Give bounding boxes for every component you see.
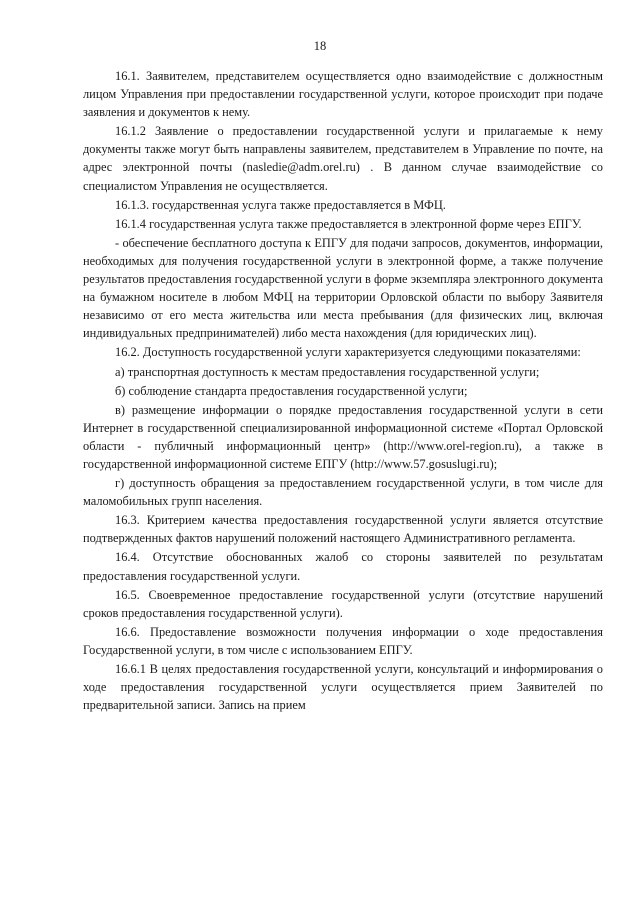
document-body bbox=[83, 67, 603, 715]
paragraph-16-6-1: 16.6.1 В целях предоставления государственной услуги, консультаций и информирования о ходе предоставления государственной услуги осуществляется прием Заявителей по предварительной записи. Запись на прием bbox=[83, 662, 603, 713]
paragraph-16-2-a: а) транспортная доступность к местам предоставления государственной услуги; bbox=[115, 364, 540, 379]
paragraph-16-1-3: 16.1.3. государственная услуга также предоставляется в МФЦ. bbox=[115, 197, 446, 212]
paragraph-16-2: 16.2. Доступность государственной услуги характеризуется следующими показателями: bbox=[115, 345, 581, 360]
paragraph-16-2-b: б) соблюдение стандарта предоставления государственной услуги; bbox=[115, 383, 468, 398]
paragraph-16-1: 16.1. Заявителем, представителем осуществляется одно взаимодействие с должностным лицом Управления при предоставлении государственной услуги, которое происходит при подаче заявления и документов к нему. bbox=[83, 69, 603, 120]
paragraph-bullet-epgu-access: - обеспечение бесплатного доступа к ЕПГУ для подачи запросов, документов, информации, необходимых для получения государственной услуги в электронной форме, а также получение результатов предоставления государственной услуги в форме экземпляра электронного документа на бумажном носителе в любом МФЦ на территории Орловской области по выбору Заявителя независимо от его места жительства или места пребывания (для физических лиц, включая индивидуальных предпринимателей) либо места нахождения (для юридических лиц). bbox=[83, 235, 603, 341]
paragraph-16-6: 16.6. Предоставление возможности получения информации о ходе предоставления Государственной услуги, в том числе с использованием ЕПГУ. bbox=[83, 624, 603, 657]
page-number: 18 bbox=[313, 39, 327, 53]
paragraph-16-2-v: в) размещение информации о порядке предоставления государственной услуги в сети Интернет в государственной специализированной информационной системе «Портал Орловской области - публичный информационный центр» (http://www.orel-region.ru), а также в государственной информационной системе ЕПГУ (http://www.57.gosuslugi.ru); bbox=[83, 402, 603, 471]
paragraph-16-5: 16.5. Своевременное предоставление государственной услуги (отсутствие нарушений сроков предоставления государственной услуги). bbox=[83, 587, 603, 620]
paragraph-16-3: 16.3. Критерием качества предоставления государственной услуги является отсутствие подтвержденных фактов нарушений положений настоящего Административного регламента. bbox=[83, 513, 603, 546]
paragraph-16-2-g: г) доступность обращения за предоставлением государственной услуги, в том числе для маломобильных групп населения. bbox=[83, 476, 603, 509]
paragraph-16-1-2: 16.1.2 Заявление о предоставлении государственной услуги и прилагаемые к нему документы также могут быть направлены заявителем, представителем в Управление по почте, на адрес электронной почты (nasledie@adm.orel.ru) . В данном случае взаимодействие со специалистом Управления не осуществляется. bbox=[83, 124, 603, 193]
paragraph-16-4: 16.4. Отсутствие обоснованных жалоб со стороны заявителей по результатам предоставления государственной услуги. bbox=[83, 550, 603, 583]
paragraph-16-1-4: 16.1.4 государственная услуга также предоставляется в электронной форме через ЕПГУ. bbox=[115, 216, 582, 231]
